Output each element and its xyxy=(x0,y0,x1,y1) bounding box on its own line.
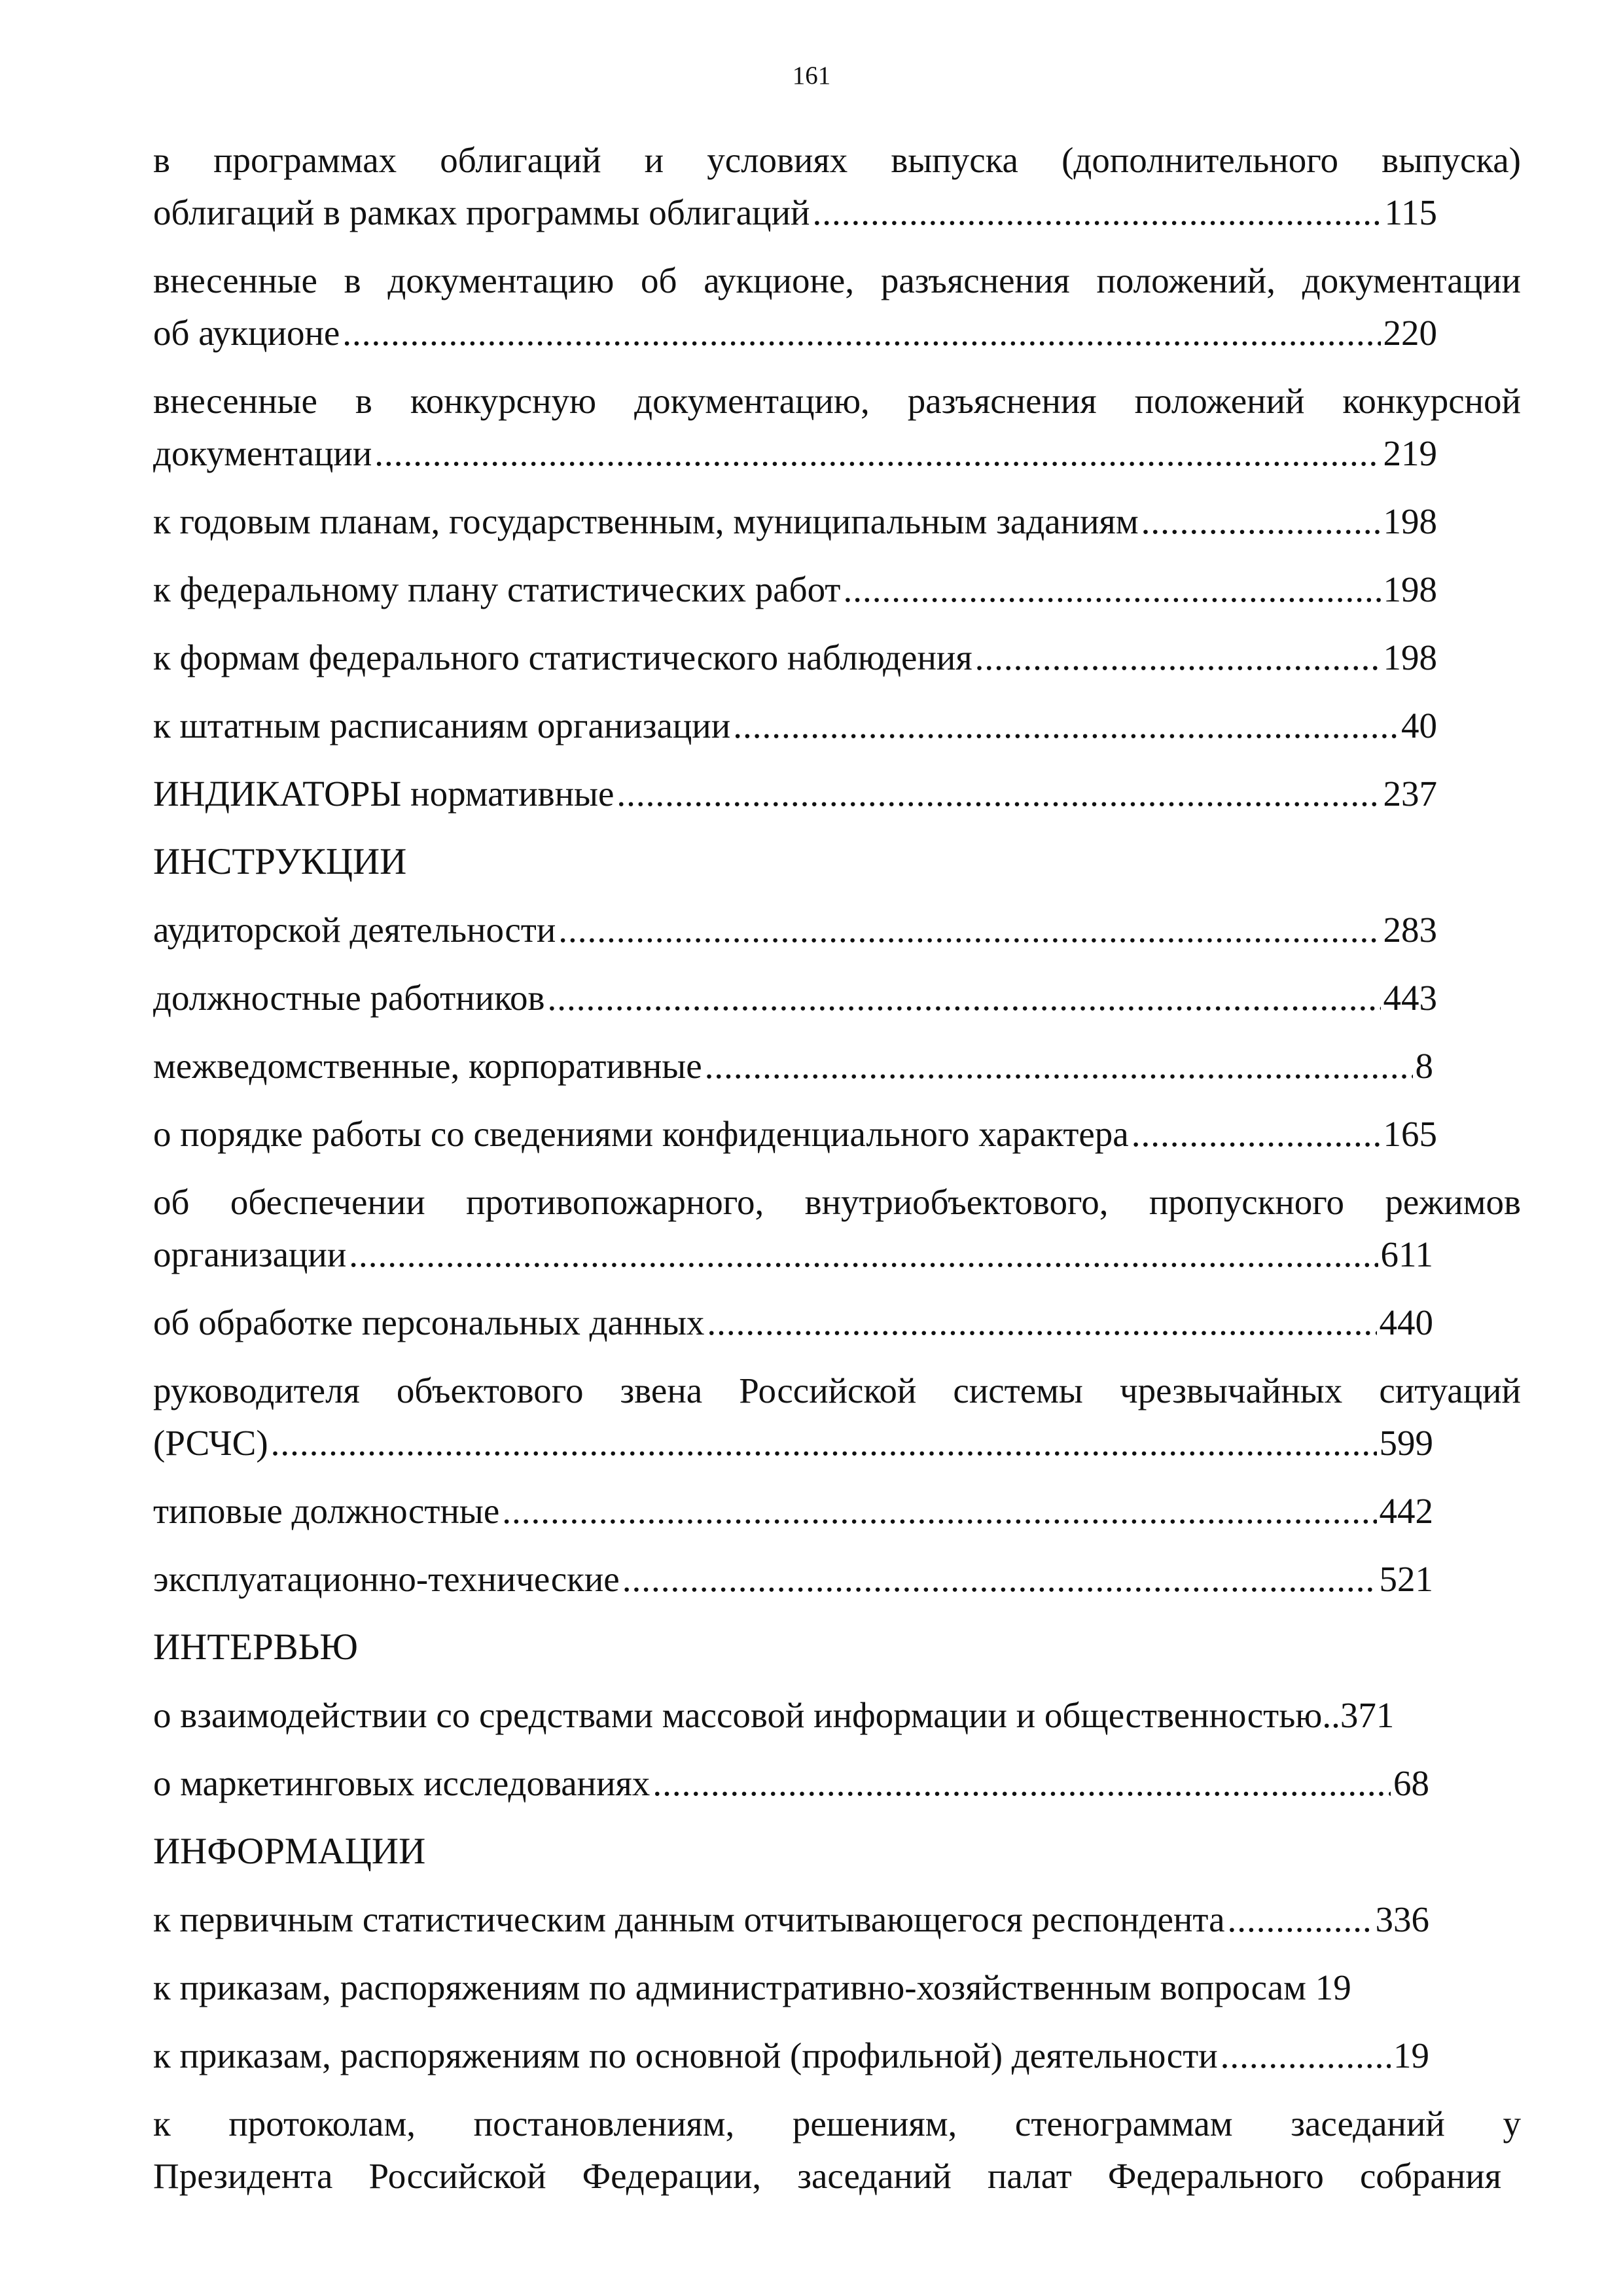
entry-last-line xyxy=(153,427,1437,480)
entry-page: 8 xyxy=(1415,1046,1433,1086)
entry-page: 40 xyxy=(1401,706,1437,745)
index-entry xyxy=(153,1040,1521,1092)
dot-leader xyxy=(374,427,1380,480)
entry-page: 283 xyxy=(1383,910,1437,950)
entry-text: облигаций в рамках программы облигаций xyxy=(153,192,810,232)
index-entry xyxy=(153,134,1521,239)
index-entry xyxy=(153,1757,1521,1810)
entry-text: типовые должностные xyxy=(153,1491,500,1531)
entry-page: 599 xyxy=(1379,1423,1433,1463)
entry-page: 442 xyxy=(1379,1491,1433,1531)
dot-leader xyxy=(558,904,1380,956)
index-entry xyxy=(153,1893,1521,1946)
index-entry xyxy=(153,1365,1521,1469)
entry-line: в программах облигаций и условиях выпуска (дополнительного выпуска) xyxy=(153,140,1521,180)
dot-leader xyxy=(733,700,1399,752)
entry-text: к формам федерального статистического наблюдения xyxy=(153,637,972,677)
index-entry xyxy=(153,1108,1521,1160)
entry-page: 198 xyxy=(1383,501,1437,541)
entry-last-line xyxy=(153,1297,1433,1349)
page-number: 161 xyxy=(792,62,831,90)
index-entry xyxy=(153,1176,1521,1281)
dot-leader xyxy=(812,187,1382,239)
entry-text: к первичным статистическим данным отчитывающегося респондента xyxy=(153,1899,1225,1939)
index-entry xyxy=(153,1485,1521,1537)
entry-text: к годовым планам, государственным, муниципальным заданиям xyxy=(153,501,1139,541)
dot-leader xyxy=(1228,1893,1373,1946)
index-entry xyxy=(153,564,1521,616)
section-heading-interview: ИНТЕРВЬЮ xyxy=(153,1626,358,1668)
entry-page: 68 xyxy=(1393,1763,1429,1803)
entry-last-line xyxy=(153,700,1437,752)
section-heading-information: ИНФОРМАЦИИ xyxy=(153,1831,426,1872)
entry-last-line xyxy=(153,495,1437,548)
entry-page: 115 xyxy=(1384,192,1437,232)
dot-leader xyxy=(342,307,1380,359)
entry-text: документации xyxy=(153,433,372,473)
entry-last-line xyxy=(153,1040,1433,1092)
index-entry xyxy=(153,2030,1521,2082)
entry-last-line xyxy=(153,307,1437,359)
section-heading-instructions: ИНСТРУКЦИИ xyxy=(153,841,407,882)
entry-last-line xyxy=(153,972,1437,1024)
dot-leader xyxy=(843,564,1380,616)
index-entry-text: к приказам, распоряжениям по административно-хозяйственным вопросам 19 xyxy=(153,1967,1351,2007)
dot-leader xyxy=(652,1757,1391,1810)
entry-text: организации xyxy=(153,1234,347,1274)
entry-page: 220 xyxy=(1383,313,1437,353)
entry-last-line xyxy=(153,2030,1429,2082)
index-entry xyxy=(153,972,1521,1024)
entry-text: к штатным расписаниям организации xyxy=(153,706,731,745)
entry-text: аудиторской деятельности xyxy=(153,910,556,950)
index-entry xyxy=(153,768,1521,820)
entry-page: 198 xyxy=(1383,637,1437,677)
entry-page: 19 xyxy=(1393,2036,1429,2075)
entry-last-line xyxy=(153,632,1437,684)
entry-last-line xyxy=(153,1893,1429,1946)
entry-line: внесенные в документацию об аукционе, разъяснения положений, документации xyxy=(153,260,1521,300)
entry-last-line xyxy=(153,1757,1429,1810)
entry-text: об обработке персональных данных xyxy=(153,1302,705,1342)
entry-text: к федеральному плану статистических работ xyxy=(153,569,841,609)
dot-leader xyxy=(271,1417,1377,1469)
index-content xyxy=(153,134,1521,2202)
index-entry xyxy=(153,1553,1521,1605)
index-entry xyxy=(153,632,1521,684)
index-entry xyxy=(153,904,1521,956)
index-entry xyxy=(153,375,1521,480)
entry-page: 237 xyxy=(1383,774,1437,814)
entry-page: 336 xyxy=(1375,1899,1429,1939)
entry-text: эксплуатационно-технические xyxy=(153,1559,620,1599)
entry-last-line xyxy=(153,187,1437,239)
dot-leader xyxy=(707,1297,1376,1349)
entry-page: 443 xyxy=(1383,978,1437,1018)
entry-page: 521 xyxy=(1379,1559,1433,1599)
entry-last-line xyxy=(153,1108,1437,1160)
entry-line: руководителя объектового звена Российской системы чрезвычайных ситуаций xyxy=(153,1371,1521,1410)
index-entry xyxy=(153,700,1521,752)
entry-text: должностные работников xyxy=(153,978,545,1018)
dot-leader xyxy=(1141,495,1381,548)
entry-text: (РСЧС) xyxy=(153,1423,268,1463)
entry-text: к приказам, распоряжениям по основной (профильной) деятельности xyxy=(153,2036,1218,2075)
index-entry xyxy=(153,255,1521,359)
index-entry xyxy=(153,495,1521,548)
entry-page: 198 xyxy=(1383,569,1437,609)
entry-last-line xyxy=(153,1553,1433,1605)
entry-line: об обеспечении противопожарного, внутриобъектового, пропускного режимов xyxy=(153,1182,1521,1222)
entry-last-line xyxy=(153,1229,1433,1281)
entry-page: 440 xyxy=(1379,1302,1433,1342)
closing-line: Президента Российской Федерации, заседаний палат Федерального собрания xyxy=(153,2156,1501,2196)
dot-leader xyxy=(1132,1108,1381,1160)
entry-text: о порядке работы со сведениями конфиденциального характера xyxy=(153,1114,1129,1154)
closing-line: к протоколам, постановлениям, решениям, стенограммам заседаний у xyxy=(153,2104,1521,2144)
dot-leader xyxy=(502,1485,1376,1537)
entry-text: о маркетинговых исследованиях xyxy=(153,1763,651,1803)
entry-last-line xyxy=(153,768,1437,820)
entry-page: 165 xyxy=(1383,1114,1437,1154)
entry-text: межведомственные, корпоративные xyxy=(153,1046,702,1086)
entry-text: об аукционе xyxy=(153,313,340,353)
entry-last-line xyxy=(153,904,1437,956)
dot-leader xyxy=(1221,2030,1391,2082)
index-entry xyxy=(153,1297,1521,1349)
entry-page: 611 xyxy=(1380,1234,1433,1274)
entry-last-line xyxy=(153,1485,1433,1537)
entry-text: ИНДИКАТОРЫ нормативные xyxy=(153,774,615,814)
dot-leader xyxy=(616,768,1380,820)
dot-leader xyxy=(547,972,1380,1024)
dot-leader xyxy=(622,1553,1377,1605)
index-entry-text: о взаимодействии со средствами массовой информации и общественностью..371 xyxy=(153,1695,1395,1735)
dot-leader xyxy=(975,632,1381,684)
dot-leader xyxy=(349,1229,1378,1281)
dot-leader xyxy=(705,1040,1413,1092)
entry-last-line xyxy=(153,1417,1433,1469)
entry-page: 219 xyxy=(1383,433,1437,473)
entry-line: внесенные в конкурсную документацию, разъяснения положений конкурсной xyxy=(153,381,1521,421)
entry-last-line xyxy=(153,564,1437,616)
